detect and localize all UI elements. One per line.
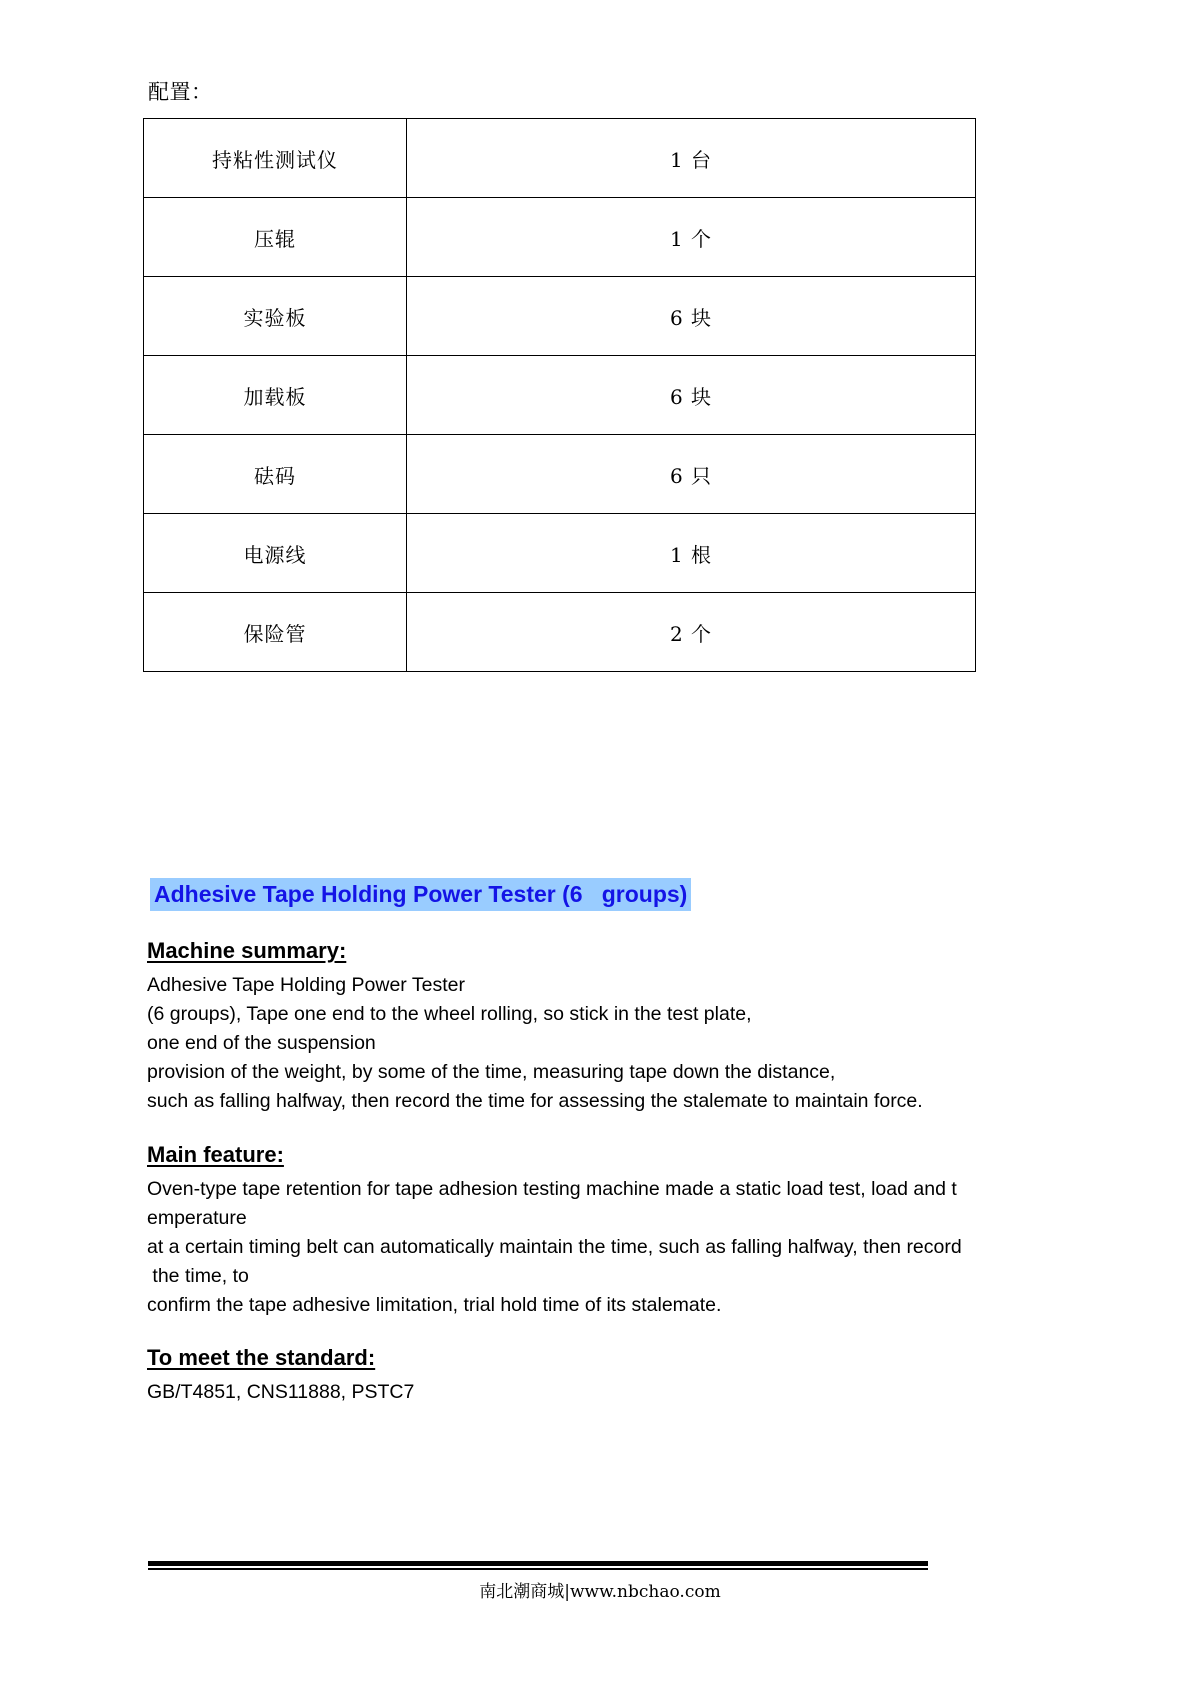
section-heading: Main feature: (147, 1142, 284, 1167)
config-item-qty: 6 块 (407, 277, 976, 356)
table-row (144, 435, 976, 514)
config-item-name: 持粘性测试仪 (144, 119, 407, 198)
config-item-qty: 1 根 (407, 514, 976, 593)
config-table-body (144, 119, 976, 672)
table-row (144, 593, 976, 672)
section-line: (6 groups), Tape one end to the wheel rolling, so stick in the test plate, (147, 1003, 752, 1025)
config-item-qty: 6 块 (407, 356, 976, 435)
config-item-qty: 1 个 (407, 198, 976, 277)
config-item-name: 加载板 (144, 356, 407, 435)
product-title: Adhesive Tape Holding Power Tester (6 groups) (150, 878, 691, 911)
section-heading: Machine summary: (147, 938, 347, 963)
table-row (144, 119, 976, 198)
section-line: GB/T4851, CNS11888, PSTC7 (147, 1381, 415, 1403)
section-heading: To meet the standard: (147, 1345, 376, 1370)
section-line: confirm the tape adhesive limitation, trial hold time of its stalemate. (147, 1294, 722, 1316)
section-line: Oven-type tape retention for tape adhesion testing machine made a static load test, load and t (147, 1178, 957, 1200)
config-item-qty: 1 台 (407, 119, 976, 198)
config-item-qty: 6 只 (407, 435, 976, 514)
table-row (144, 277, 976, 356)
config-item-name: 实验板 (144, 277, 407, 356)
config-item-name: 电源线 (144, 514, 407, 593)
table-row (144, 514, 976, 593)
configuration-table (143, 118, 976, 672)
section-line: provision of the weight, by some of the time, measuring tape down the distance, (147, 1061, 836, 1083)
config-item-name: 保险管 (144, 593, 407, 672)
table-row (144, 356, 976, 435)
config-heading: 配置： (148, 80, 213, 104)
section-line: emperature (147, 1207, 247, 1229)
section-line: at a certain timing belt can automatically maintain the time, such as falling halfway, then record (147, 1236, 962, 1258)
section-line: Adhesive Tape Holding Power Tester (147, 974, 465, 996)
config-item-name: 压辊 (144, 198, 407, 277)
section-line: the time, to (147, 1265, 249, 1287)
machine-summary-section (147, 936, 1047, 1116)
section-line: one end of the suspension (147, 1032, 376, 1054)
table-row (144, 198, 976, 277)
standard-section (147, 1343, 1047, 1407)
section-line: such as falling halfway, then record the time for assessing the stalemate to maintain force. (147, 1090, 923, 1112)
footer-divider (148, 1561, 928, 1570)
footer-rule-thin (148, 1568, 928, 1570)
footer-text: 南北潮商城|www.nbchao.com (479, 1582, 721, 1602)
config-item-qty: 2 个 (407, 593, 976, 672)
config-item-name: 砝码 (144, 435, 407, 514)
main-feature-section (147, 1140, 1047, 1320)
